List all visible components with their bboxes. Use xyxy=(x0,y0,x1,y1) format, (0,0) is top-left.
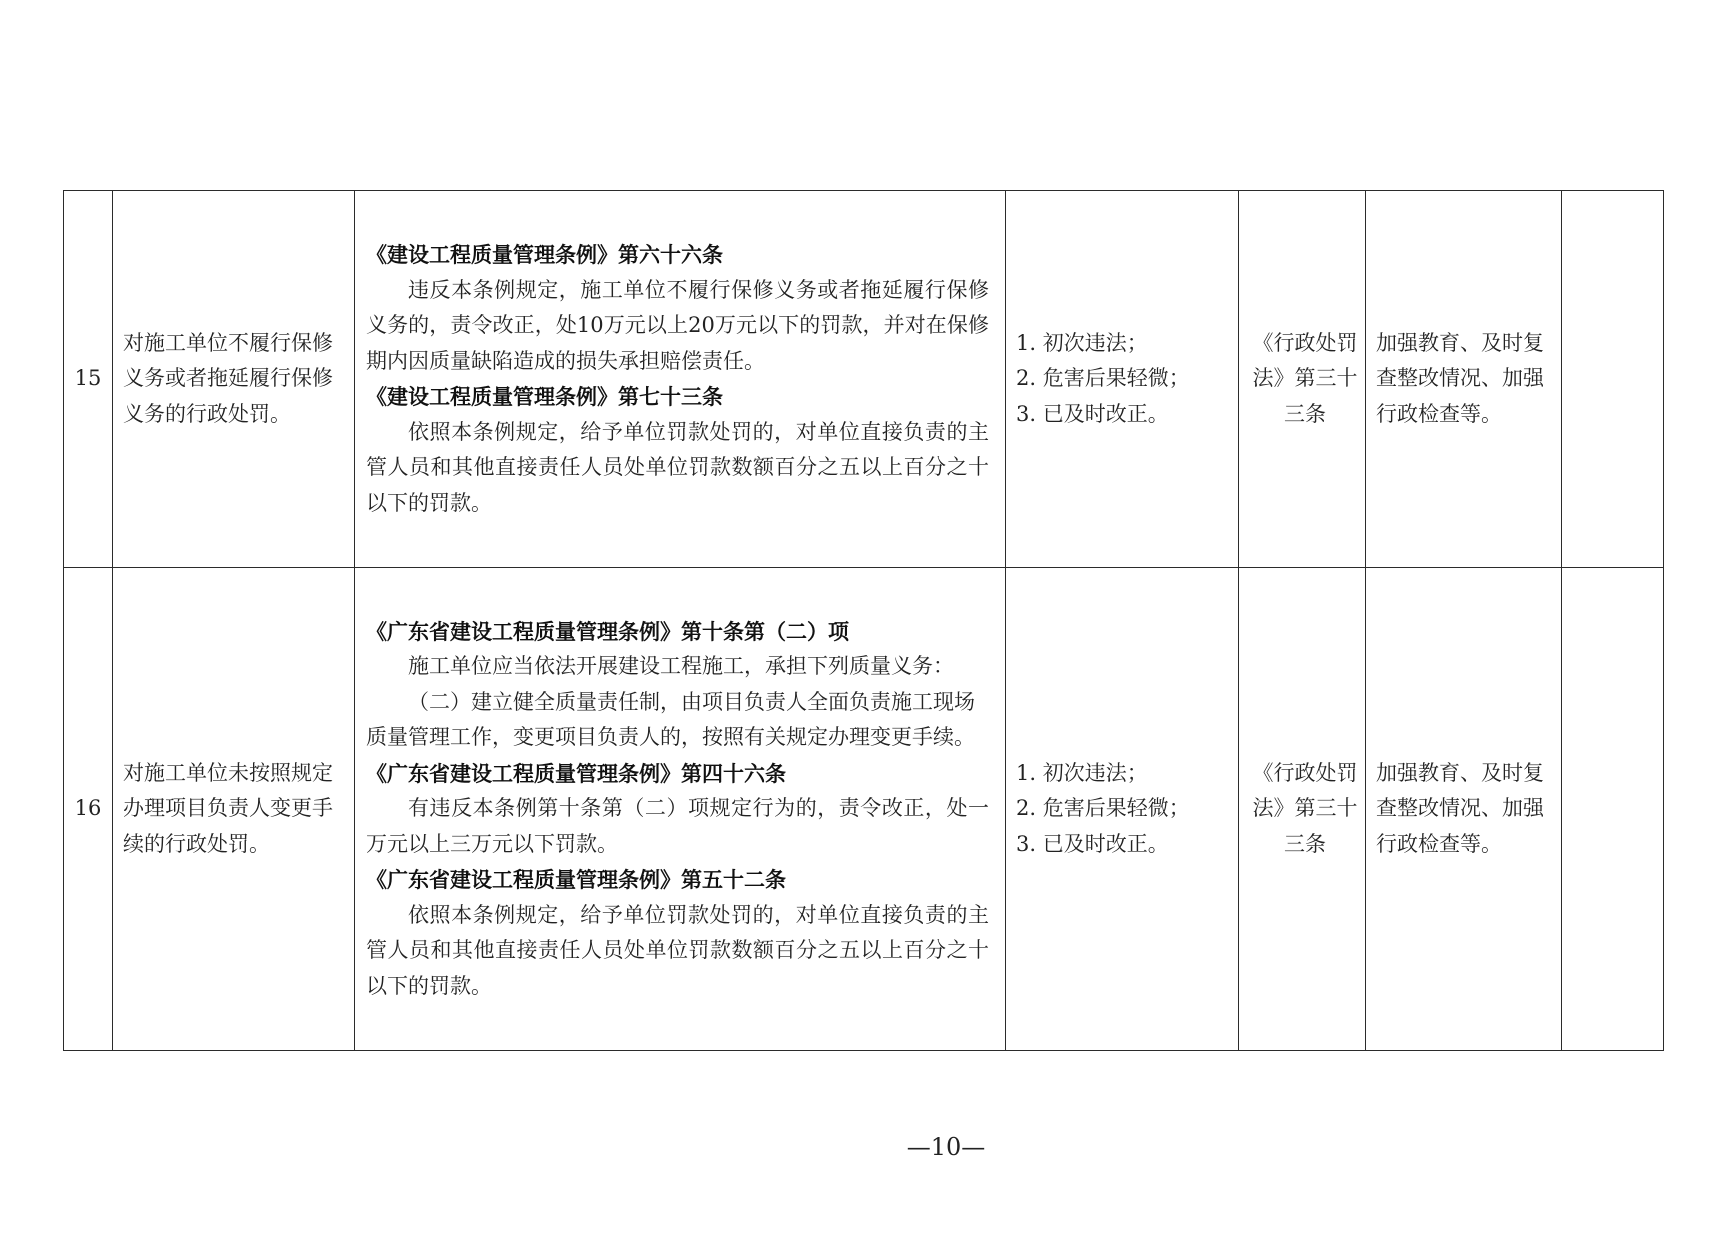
legal-provisions xyxy=(355,568,1006,1051)
supervision-measures: 加强教育、及时复查整改情况、加强行政检查等。 xyxy=(1366,191,1562,568)
law-title: 《广东省建设工程质量管理条例》第十条第（二）项 xyxy=(366,618,849,644)
law-text: 有违反本条例第十条第（二）项规定行为的，责令改正，处一万元以上三万元以下罚款。 xyxy=(366,796,989,856)
law-title: 《广东省建设工程质量管理条例》第四十六条 xyxy=(366,760,786,786)
penalty-item: 对施工单位未按照规定办理项目负责人变更手续的行政处罚。 xyxy=(113,568,355,1051)
legal-basis: 《行政处罚法》第三十三条 xyxy=(1239,568,1366,1051)
law-title: 《广东省建设工程质量管理条例》第五十二条 xyxy=(366,867,786,893)
law-text: 依照本条例规定，给予单位罚款处罚的，对单位直接负责的主管人员和其他直接责任人员处单位罚款数额百分之五以上百分之十以下的罚款。 xyxy=(366,419,989,515)
regulation-table xyxy=(63,190,1664,1051)
remark-cell xyxy=(1562,191,1664,568)
law-text: 违反本条例规定，施工单位不履行保修义务或者拖延履行保修义务的，责令改正，处10万元以上20万元以下的罚款，并对在保修期内因质量缺陷造成的损失承担赔偿责任。 xyxy=(366,277,989,373)
law-text: 依照本条例规定，给予单位罚款处罚的，对单位直接负责的主管人员和其他直接责任人员处单位罚款数额百分之五以上百分之十以下的罚款。 xyxy=(366,902,989,998)
legal-basis: 《行政处罚法》第三十三条 xyxy=(1239,191,1366,568)
condition-item: 3. 已及时改正。 xyxy=(1016,401,1169,426)
condition-item: 3. 已及时改正。 xyxy=(1016,831,1169,856)
exemption-conditions xyxy=(1006,191,1239,568)
condition-item: 1. 初次违法； xyxy=(1016,760,1148,785)
penalty-item: 对施工单位不履行保修义务或者拖延履行保修义务的行政处罚。 xyxy=(113,191,355,568)
law-text: 施工单位应当依法开展建设工程施工，承担下列质量义务： xyxy=(408,654,954,679)
law-title: 《建设工程质量管理条例》第七十三条 xyxy=(366,384,723,409)
row-number: 15 xyxy=(64,191,113,568)
condition-item: 2. 危害后果轻微； xyxy=(1016,366,1190,391)
law-subclause: （二）建立健全质量责任制，由项目负责人全面负责施工现场质量管理工作，变更项目负责人的，按照有关规定办理变更手续。 xyxy=(366,689,975,750)
table-row xyxy=(64,568,1664,1051)
condition-item: 2. 危害后果轻微； xyxy=(1016,796,1190,821)
supervision-measures: 加强教育、及时复查整改情况、加强行政检查等。 xyxy=(1366,568,1562,1051)
legal-provisions xyxy=(355,191,1006,568)
condition-item: 1. 初次违法； xyxy=(1016,330,1148,355)
exemption-conditions xyxy=(1006,568,1239,1051)
row-number: 16 xyxy=(64,568,113,1051)
table-row xyxy=(64,191,1664,568)
page-number: —10— xyxy=(906,1133,986,1161)
law-title: 《建设工程质量管理条例》第六十六条 xyxy=(366,242,723,267)
remark-cell xyxy=(1562,568,1664,1051)
